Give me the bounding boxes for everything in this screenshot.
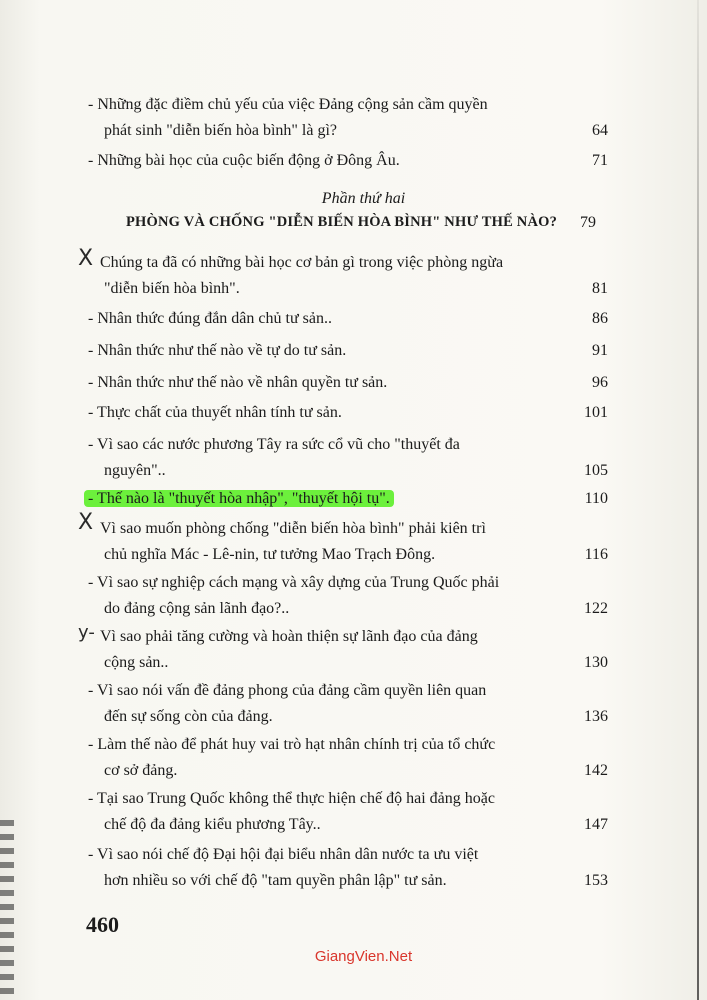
toc-entry-text: - Tại sao Trung Quốc không thể thực hiện chế độ hai đảng hoặc (88, 790, 495, 807)
toc-entry-text: Vì sao muốn phòng chống "diễn biến hòa bình" phải kiên trì (100, 520, 486, 537)
toc-entry (88, 148, 608, 174)
toc-page-number: 136 (584, 708, 608, 725)
toc-entry-text: - Vì sao sự nghiệp cách mạng và xây dựng của Trung Quốc phải (88, 574, 500, 591)
toc-entry-text: cộng sản.. (104, 654, 169, 671)
toc-entry (88, 842, 608, 894)
toc-page-number: 91 (592, 342, 608, 359)
toc-page-number: 147 (584, 816, 608, 833)
toc-page-number: 122 (584, 600, 608, 617)
toc-page-number: 105 (584, 462, 608, 479)
page-binding-shadow (697, 0, 699, 1000)
toc-entry (88, 624, 608, 676)
toc-entry (88, 92, 608, 144)
handwritten-check-mark: y- (78, 622, 95, 643)
toc-entry (88, 516, 608, 568)
toc-page-number: 142 (584, 762, 608, 779)
toc-entry-text: nguyên".. (104, 462, 166, 479)
watermark-text: GiangVien.Net (314, 948, 413, 965)
toc-entry-text: - Những bài học của cuộc biến động ở Đông Âu. (88, 152, 400, 169)
toc-entry (88, 338, 608, 364)
toc-entry-text: - Vì sao nói vấn đề đảng phong của đảng cầm quyền liên quan (88, 682, 487, 699)
toc-entry (88, 678, 608, 730)
toc-entry-highlighted (88, 486, 608, 512)
toc-entry (88, 306, 608, 332)
toc-entry (88, 432, 608, 484)
toc-entry-text: hơn nhiều so với chế độ "tam quyền phân lập" tư sản. (104, 872, 447, 889)
toc-entry-line (88, 486, 608, 512)
toc-page-number: 153 (584, 872, 608, 889)
toc-entry-text: đến sự sống còn của đảng. (104, 708, 273, 725)
toc-entry (88, 570, 608, 622)
toc-entry (88, 786, 608, 838)
toc-entry-text: - Thực chất của thuyết nhân tính tư sản. (88, 404, 342, 421)
section-page-number: 79 (580, 214, 596, 231)
toc-page-number: 96 (592, 374, 608, 391)
section-label: Phần thứ hai (321, 190, 406, 207)
toc-page-number: 64 (592, 122, 608, 139)
page-folio: 460 (86, 912, 119, 937)
page-edge-marks (0, 820, 14, 1000)
toc-entry (88, 250, 608, 302)
toc-page-number: 116 (584, 546, 608, 563)
highlighted-text: - Thế nào là "thuyết hòa nhập", "thuyết hội tụ". (84, 490, 394, 507)
toc-entry-text: do đảng cộng sản lãnh đạo?.. (104, 600, 290, 617)
toc-page-number: 81 (592, 280, 608, 297)
toc-entry-text: Chúng ta đã có những bài học cơ bản gì trong việc phòng ngừa (100, 254, 504, 271)
toc-entry-text: - Nhân thức như thế nào về tự do tư sản. (88, 342, 347, 359)
toc-entry (88, 400, 608, 426)
toc-entry-text: "diễn biến hòa bình". (104, 280, 240, 297)
handwritten-x-mark: X (78, 510, 94, 535)
toc-page-number: 130 (584, 654, 608, 671)
toc-entry-text: - Làm thế nào để phát huy vai trò hạt nhân chính trị của tổ chức (88, 736, 496, 753)
toc-entry-text: cơ sở đảng. (104, 762, 178, 779)
section-title: PHÒNG VÀ CHỐNG "DIỄN BIẾN HÒA BÌNH" NHƯ THẾ NÀO? (126, 214, 558, 230)
toc-entry-text: chủ nghĩa Mác - Lê-nin, tư tưởng Mao Trạch Đông. (104, 546, 436, 563)
toc-entry-text: chế độ đa đảng kiểu phương Tây.. (104, 816, 321, 833)
toc-entry-text: phát sinh "diễn biến hòa bình" là gì? (104, 122, 338, 139)
toc-entry-text: - Vì sao các nước phương Tây ra sức cổ vũ cho "thuyết đa (88, 436, 460, 453)
toc-page-number: 110 (584, 490, 608, 507)
toc-entry (88, 732, 608, 784)
toc-entry-text: - Nhân thức đúng đắn dân chủ tư sản.. (88, 310, 332, 327)
toc-entry (88, 370, 608, 396)
handwritten-x-mark: X (78, 246, 94, 271)
toc-page-number: 71 (592, 152, 608, 169)
toc-page-number: 101 (584, 404, 608, 421)
toc-entry-text: Vì sao phải tăng cường và hoàn thiện sự lãnh đạo của đảng (100, 628, 478, 645)
toc-entry-text: - Nhân thức như thế nào về nhân quyền tư sản. (88, 374, 388, 391)
toc-entry-text: - Những đặc điềm chủ yếu của việc Đảng cộng sản cầm quyền (88, 96, 488, 113)
toc-page-number: 86 (592, 310, 608, 327)
toc-entry-text: - Vì sao nói chế độ Đại hội đại biểu nhân dân nước ta ưu việt (88, 846, 479, 863)
